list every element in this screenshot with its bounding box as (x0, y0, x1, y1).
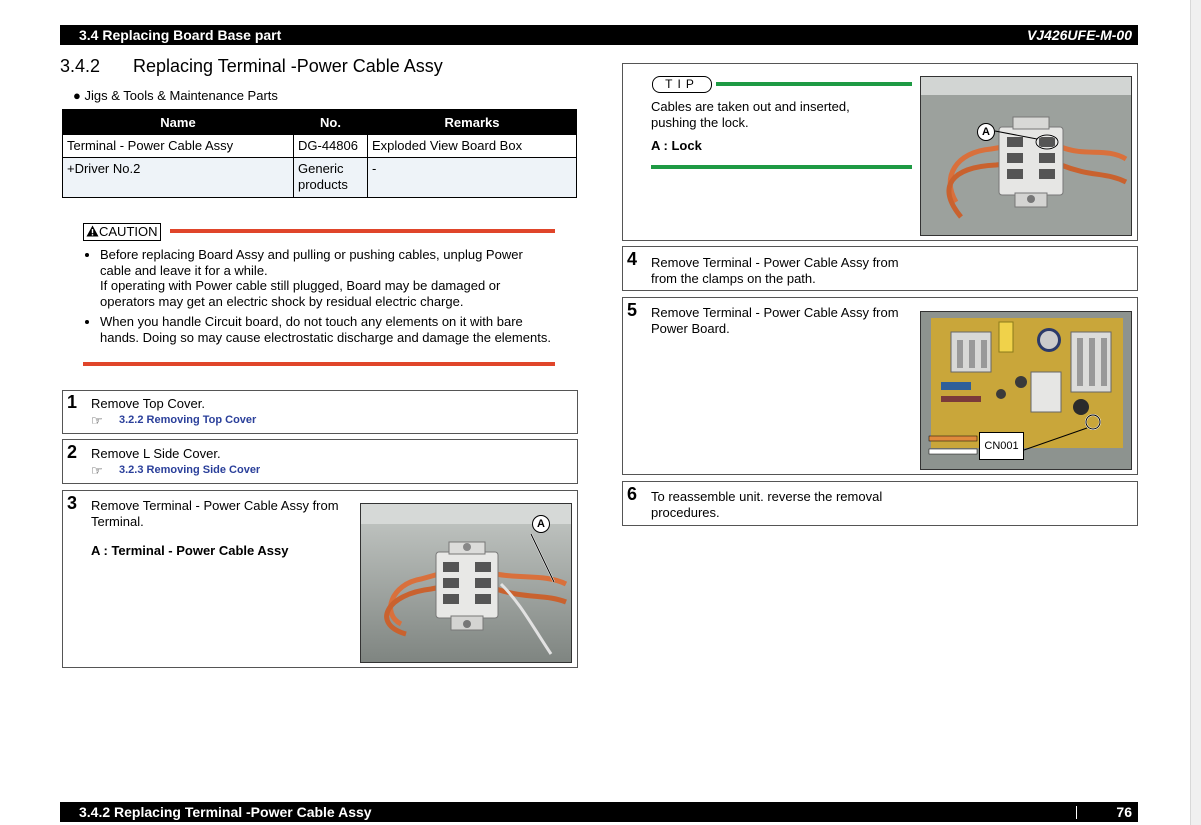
power-board-photo (920, 311, 1132, 470)
cn001-label: CN001 (984, 440, 1019, 452)
tip-badge (652, 76, 712, 93)
step-6-box (622, 481, 1138, 526)
step-4-box (622, 246, 1138, 291)
step-2-box (62, 439, 578, 484)
header-bar (60, 25, 1138, 45)
cell-remarks: - (368, 158, 577, 198)
tip-box (622, 63, 1138, 241)
caution-bottom-line (83, 362, 555, 366)
bullet-icon: ● (73, 88, 81, 103)
cell-name: Terminal - Power Cable Assy (63, 135, 294, 158)
section-number: 3.4.2 (60, 56, 101, 76)
step-text: Remove Terminal - Power Cable Assy from Terminal. (91, 498, 339, 529)
cell-name: +Driver No.2 (63, 158, 294, 198)
col-name: Name (63, 110, 294, 135)
callout-a-circle (532, 515, 550, 533)
parts-table (62, 109, 577, 198)
step-text: Remove L Side Cover. (91, 446, 221, 461)
table-row (63, 135, 577, 158)
tip-label: TIP (665, 77, 699, 91)
step-3-box (62, 490, 578, 668)
cell-no: DG-44806 (294, 135, 368, 158)
step-text: Remove Terminal - Power Cable Assy from Power Board. (651, 305, 899, 336)
col-no: No. (294, 110, 368, 135)
power-board-illustration (921, 312, 1131, 469)
step-note: A : Terminal - Power Cable Assy (91, 543, 289, 558)
lock-photo (920, 76, 1132, 236)
caution-item: • Before replacing Board Assy and pulling or pushing cables, unplug Power cable and leave it for a while. If operating with Power cable still plugged, Board may be damaged or operators may get an electric shock by residual electric charge. (100, 247, 557, 309)
footer-divider (1076, 806, 1077, 819)
step-1-box (62, 390, 578, 434)
callout-label: A (537, 518, 545, 530)
tip-top-line (716, 82, 912, 86)
header-doc-id: VJ426UFE-M-00 (1026, 27, 1132, 43)
pointing-hand-icon: ☞ (91, 463, 103, 478)
jigs-label: Jigs & Tools & Maintenance Parts (84, 88, 278, 103)
reference-link[interactable]: 3.2.2 Removing Top Cover (119, 414, 257, 426)
step-text: Remove Terminal - Power Cable Assy from from the clamps on the path. (651, 255, 899, 286)
footer-bar (60, 802, 1138, 822)
step-number: 6 (627, 484, 638, 504)
step-number: 1 (67, 392, 78, 412)
callout-a-circle (977, 123, 995, 141)
section-title (60, 56, 443, 77)
caution-top-line (170, 229, 555, 233)
section-text: Replacing Terminal -Power Cable Assy (133, 56, 443, 76)
step-number: 2 (67, 442, 78, 462)
cell-remarks: Exploded View Board Box (368, 135, 577, 158)
caution-label: CAUTION (99, 224, 158, 239)
lock-illustration (921, 77, 1131, 235)
callout-label: A (982, 126, 990, 138)
caution-item: • When you handle Circuit board, do not touch any elements on it with bare hands. Doing so may cause electrostatic discharge and damage the elements. (100, 314, 557, 345)
page-number: 76 (1116, 804, 1132, 820)
step-5-box (622, 297, 1138, 475)
table-row (63, 158, 577, 198)
pointing-hand-icon: ☞ (91, 413, 103, 428)
tip-note: A : Lock (651, 138, 702, 153)
step-number: 5 (627, 300, 638, 320)
vertical-scrollbar[interactable] (1190, 0, 1201, 825)
tip-bottom-line (651, 165, 912, 169)
header-section: 3.4 Replacing Board Base part (79, 27, 282, 43)
step-text: Remove Top Cover. (91, 396, 205, 411)
jigs-label-row (73, 88, 278, 103)
step-number: 3 (67, 493, 78, 513)
reference-link[interactable]: 3.2.3 Removing Side Cover (119, 464, 261, 476)
caution-list (82, 247, 557, 350)
col-remarks: Remarks (368, 110, 577, 135)
tip-text: Cables are taken out and inserted, pushing the lock. (651, 99, 850, 130)
step-number: 4 (627, 249, 638, 269)
step-text: To reassemble unit. reverse the removal procedures. (651, 489, 883, 520)
caution-badge (83, 223, 161, 241)
cn001-label-box (979, 432, 1024, 460)
warning-icon (86, 225, 99, 237)
footer-title: 3.4.2 Replacing Terminal -Power Cable Assy (79, 804, 372, 820)
cell-no: Generic products (294, 158, 368, 198)
terminal-photo (360, 503, 572, 663)
